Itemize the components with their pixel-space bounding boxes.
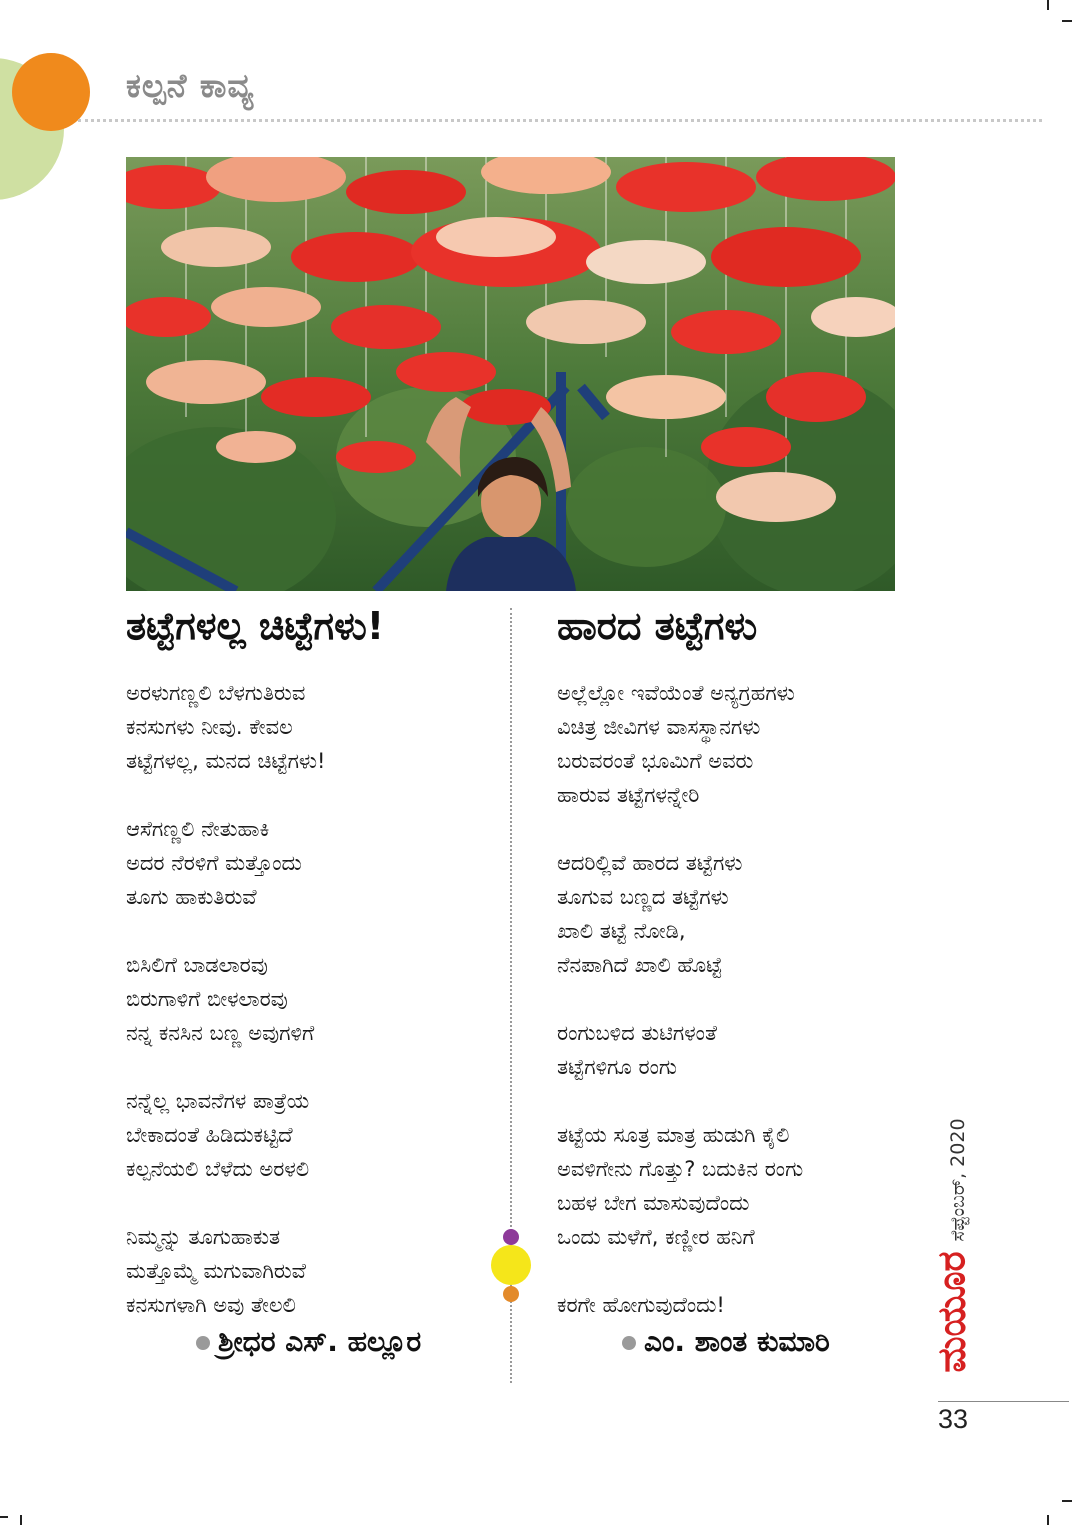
poem-2-stanza-4 xyxy=(557,1118,803,1254)
purple-dot xyxy=(503,1229,519,1245)
footer-rule xyxy=(938,1401,1069,1402)
poem-line: ರಂಗುಬಳಿದ ತುಟಿಗಳಂತೆ xyxy=(557,1021,717,1045)
poem-2-author xyxy=(622,1325,830,1359)
poem-2-stanza-1 xyxy=(557,676,795,812)
poem-line: ತಟ್ಟೆಗಳಲ್ಲ, ಮನದ ಚಿಟ್ಟೆಗಳು! xyxy=(126,749,326,773)
poem-line: ಆದರಿಲ್ಲಿವೆ ಹಾರದ ತಟ್ಟೆಗಳು xyxy=(557,851,743,875)
poem-line: ನನ್ನ ಕನಸಿನ ಬಣ್ಣ ಅವುಗಳಿಗೆ xyxy=(126,1021,315,1045)
author-name: ಎಂ. ಶಾಂತ ಕುಮಾರಿ xyxy=(644,1325,830,1358)
poem-line: ನಿಮ್ಮನ್ನು ತೂಗುಹಾಕುತ xyxy=(126,1225,281,1249)
poem-line: ತೂಗುವ ಬಣ್ಣದ ತಟ್ಟೆಗಳು xyxy=(557,885,729,909)
header-dotted-rule xyxy=(78,119,1042,122)
author-name: ಶ್ರೀಧರ ಎಸ್. ಹಲ್ಲೂರ xyxy=(218,1325,422,1358)
author-bullet xyxy=(622,1336,636,1350)
crop-mark xyxy=(0,1516,8,1518)
crop-mark xyxy=(1047,0,1049,10)
poem-line: ಅಲ್ಲೆಲ್ಲೋ ಇವೆಯೆಂತೆ ಅನ್ಯಗ್ರಹಗಳು xyxy=(557,681,795,705)
poem-1-title: ತಟ್ಟೆಗಳಲ್ಲ ಚಿಟ್ಟೆಗಳು! xyxy=(126,604,385,648)
author-bullet xyxy=(196,1336,210,1350)
poem-line: ಅದರ ನೆರಳಿಗೆ ಮತ್ತೊಂದು xyxy=(126,851,302,875)
poem-line: ಒಂದು ಮಳೆಗೆ, ಕಣ್ಣೀರ ಹನಿಗೆ xyxy=(557,1225,755,1249)
poem-line: ಹಾರುವ ತಟ್ಟೆಗಳನ್ನೇರಿ xyxy=(557,783,700,807)
issue-date: ಸೆಪ್ಟೆಂಬರ್, 2020 xyxy=(947,1118,969,1242)
poem-line: ಖಾಲಿ ತಟ್ಟೆ ನೋಡಿ, xyxy=(557,919,686,943)
poem-line: ಮತ್ತೊಮ್ಮೆ ಮಗುವಾಗಿರುವೆ xyxy=(126,1259,306,1283)
poem-line: ತೂಗು ಹಾಕುತಿರುವೆ xyxy=(126,885,257,909)
poem-1-author xyxy=(196,1325,421,1359)
crop-mark xyxy=(1047,1515,1049,1525)
page-number: 33 xyxy=(938,1404,969,1434)
poem-line: ಬಿಸಿಲಿಗೆ ಬಾಡಲಾರವು xyxy=(126,953,268,977)
orange-dot xyxy=(503,1286,519,1302)
poem-1-stanza-1 xyxy=(126,676,325,778)
poem-line: ಕರಗೇ ಹೋಗುವುದೆಂದು! xyxy=(557,1293,725,1317)
poem-line: ವಿಚಿತ್ರ ಜೀವಿಗಳ ವಾಸಸ್ಥಾನಗಳು xyxy=(557,715,761,739)
poem-2-stanza-3 xyxy=(557,1016,717,1084)
yellow-dot xyxy=(491,1245,531,1285)
poem-line: ಅವಳಿಗೇನು ಗೊತ್ತು? ಬದುಕಿನ ರಂಗು xyxy=(557,1157,804,1181)
poem-line: ಕನಸುಗಳು ನೀವು. ಕೇವಲ xyxy=(126,715,293,739)
poem-2-title: ಹಾರದ ತಟ್ಟೆಗಳು xyxy=(557,604,758,648)
poem-1-stanza-5 xyxy=(126,1220,306,1322)
poem-line: ತಟ್ಟೆಯ ಸೂತ್ರ ಮಾತ್ರ ಹುಡುಗಿ ಕೈಲಿ xyxy=(557,1123,790,1147)
poem-line: ತಟ್ಟೆಗಳಿಗೂ ರಂಗು xyxy=(557,1055,677,1079)
poem-line: ನೆನಪಾಗಿದೆ ಖಾಲಿ ಹೊಟ್ಟೆ xyxy=(557,953,723,977)
poem-1-stanza-3 xyxy=(126,948,314,1050)
section-title: ಕಲ್ಪನೆ ಕಾವ್ಯ xyxy=(126,66,255,105)
poem-2-stanza-5 xyxy=(557,1288,725,1322)
poem-line: ಬಹಳ ಬೇಗ ಮಾಸುವುದೆಂದು xyxy=(557,1191,750,1215)
poem-1-stanza-2 xyxy=(126,812,302,914)
poem-line: ಕನಸುಗಳಾಗಿ ಅವು ತೇಲಲಿ xyxy=(126,1293,296,1317)
poem-line: ಬಿರುಗಾಳಿಗೆ ಬೀಳಲಾರವು xyxy=(126,987,288,1011)
poem-line: ಕಲ್ಪನೆಯಲಿ ಬೆಳೆದು ಅರಳಲಿ xyxy=(126,1157,310,1181)
magazine-masthead: ಮಯೂರ xyxy=(929,1251,974,1373)
poem-line: ಆಸೆಗಣ್ಣಲಿ ನೇತುಹಾಕಿ xyxy=(126,817,270,841)
hanging-plates-photo xyxy=(126,157,895,591)
crop-mark xyxy=(1062,1500,1072,1502)
poem-1-stanza-4 xyxy=(126,1084,309,1186)
poem-line: ಅರಳುಗಣ್ಣಲಿ ಬೆಳಗುತಿರುವ xyxy=(126,681,306,705)
poem-line: ಬರುವರಂತೆ ಭೂಮಿಗೆ ಅವರು xyxy=(557,749,754,773)
poem-2-stanza-2 xyxy=(557,846,742,982)
poem-line: ನನ್ನೆಲ್ಲ ಭಾವನೆಗಳ ಪಾತ್ರೆಯ xyxy=(126,1089,310,1113)
poem-line: ಬೇಕಾದಂತೆ ಹಿಡಿದುಕಟ್ಟಿದೆ xyxy=(126,1123,293,1147)
crop-mark xyxy=(20,1515,22,1525)
crop-mark xyxy=(1062,20,1072,22)
